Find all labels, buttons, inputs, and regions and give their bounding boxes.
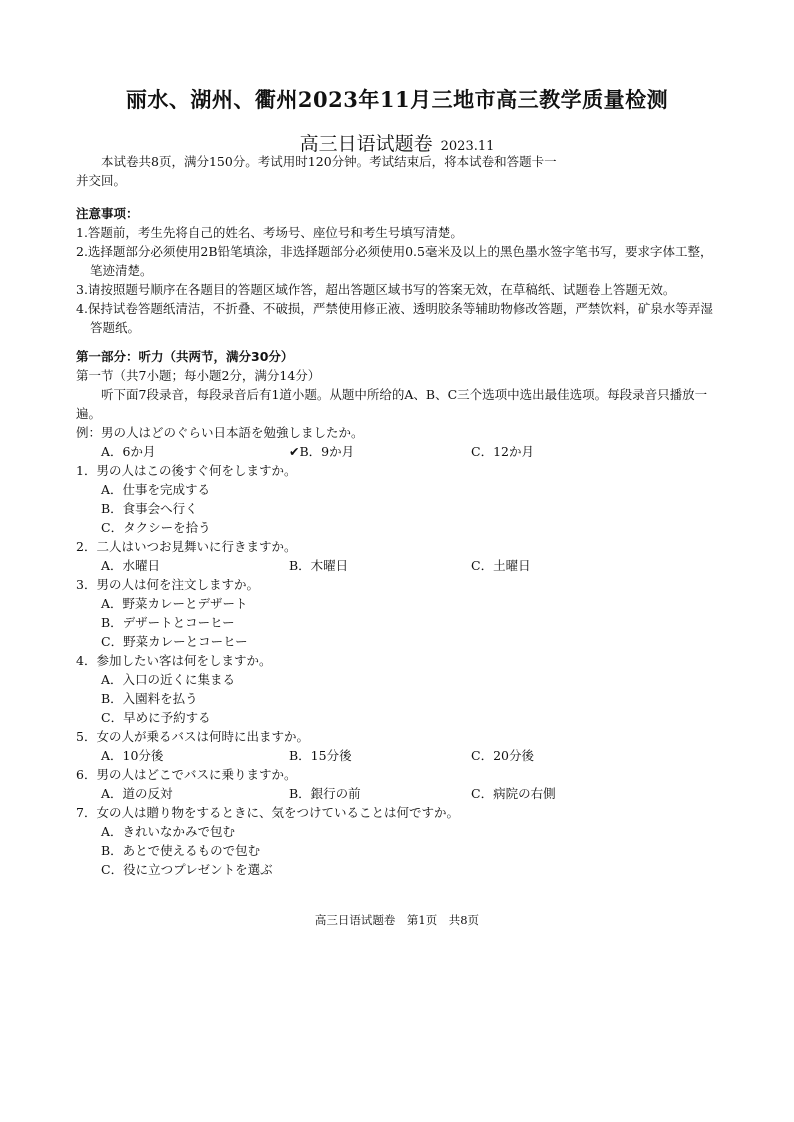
option-c: C．タクシーを拾う <box>101 520 211 535</box>
option-a: A．仕事を完成する <box>101 482 211 497</box>
question-options <box>76 784 716 803</box>
part1-heading: 第一部分：听力（共两节，满分30分） <box>76 349 294 364</box>
option-c: C．早めに予約する <box>101 710 211 725</box>
subtitle-text: 高三日语试题卷 <box>299 133 433 155</box>
question-options <box>76 556 716 575</box>
option-a: A．6か月 <box>101 444 156 459</box>
note-item: 3.请按照题号顺序在各题目的答题区域作答，超出答题区域书写的答案无效，在草稿纸、试题卷上答题无效。 <box>76 282 676 297</box>
option-a: A．10分後 <box>101 748 164 763</box>
section1-heading: 第一节（共7小题；每小题2分，满分14分） <box>76 368 321 383</box>
note-item: 2.选择题部分必须使用2B铅笔填涂，非选择题部分必须使用0.5毫米及以上的黑色墨水签字笔书写，要求字体工整，笔迹清楚。 <box>76 244 713 278</box>
exam-body <box>76 152 716 879</box>
notes-heading: 注意事项： <box>76 206 139 221</box>
option-b: B．木曜日 <box>289 558 349 573</box>
option-c: C．12か月 <box>471 444 534 459</box>
question: 2．二人はいつお見舞いに行きますか。 <box>76 539 297 554</box>
question: 3．男の人は何を注文しますか。 <box>76 577 259 592</box>
option-a: A．きれいなかみで包む <box>101 824 236 839</box>
option-b: B．食事会へ行く <box>101 501 198 516</box>
option-b: B．デザートとコーヒー <box>101 615 235 630</box>
note-item: 1.答题前，考生先将自己的姓名、考场号、座位号和考生号填写清楚。 <box>76 225 463 240</box>
option-c: C．20分後 <box>471 748 534 763</box>
option-b: B．入園料を払う <box>101 691 198 706</box>
option-b: B．あとで使えるもので包む <box>101 843 261 858</box>
option-b: B．15分後 <box>289 748 352 763</box>
question: 4．参加したい客は何をしますか。 <box>76 653 272 668</box>
listening-instruction: 听下面7段录音，每段录音后有1道小题。从题中所给的A、B、C三个选项中选出最佳选项。每段录音只播放一遍。 <box>76 387 708 421</box>
option-a: A．野菜カレーとデザート <box>101 596 248 611</box>
intro-line-2: 并交回。 <box>76 173 127 188</box>
option-c: C．病院の右側 <box>471 786 556 801</box>
option-c: C．野菜カレーとコーヒー <box>101 634 248 649</box>
note-item: 4.保持试卷答题纸清洁，不折叠、不破损，严禁使用修正液、透明胶条等辅助物修改答题，严禁饮料，矿泉水等弄湿答题纸。 <box>76 301 713 335</box>
exam-date: 2023.11 <box>440 139 495 154</box>
example-question: 例：男の人はどのぐらい日本語を勉強しましたか。 <box>76 425 364 440</box>
question: 6．男の人はどこでバスに乗りますか。 <box>76 767 297 782</box>
option-c: C．役に立つプレゼントを選ぶ <box>101 862 273 877</box>
example-options <box>76 442 716 461</box>
option-b: B．銀行の前 <box>289 786 361 801</box>
option-b: B．9か月 <box>299 444 355 459</box>
intro-paragraph <box>76 152 716 190</box>
check-mark-icon: ✔ <box>289 444 300 459</box>
page-footer: 高三日语试题卷 第1页 共8页 <box>314 913 480 927</box>
option-b-wrap <box>289 442 471 461</box>
question-options <box>76 746 716 765</box>
exam-title: 丽水、湖州、衢州2023年11月三地市高三教学质量检测 <box>125 87 669 112</box>
option-a: A．入口の近くに集まる <box>101 672 236 687</box>
question: 7．女の人は贈り物をするときに、気をつけていることは何ですか。 <box>76 805 459 820</box>
option-a: A．道の反対 <box>101 786 173 801</box>
option-c: C．土曜日 <box>471 558 531 573</box>
option-a: A．水曜日 <box>101 558 161 573</box>
question: 5．女の人が乗るバスは何時に出ますか。 <box>76 729 309 744</box>
intro-line-1: 本试卷共8页，满分150分。考试用时120分钟。考试结束后，将本试卷和答题卡一 <box>101 154 557 169</box>
question: 1．男の人はこの後すぐ何をしますか。 <box>76 463 297 478</box>
